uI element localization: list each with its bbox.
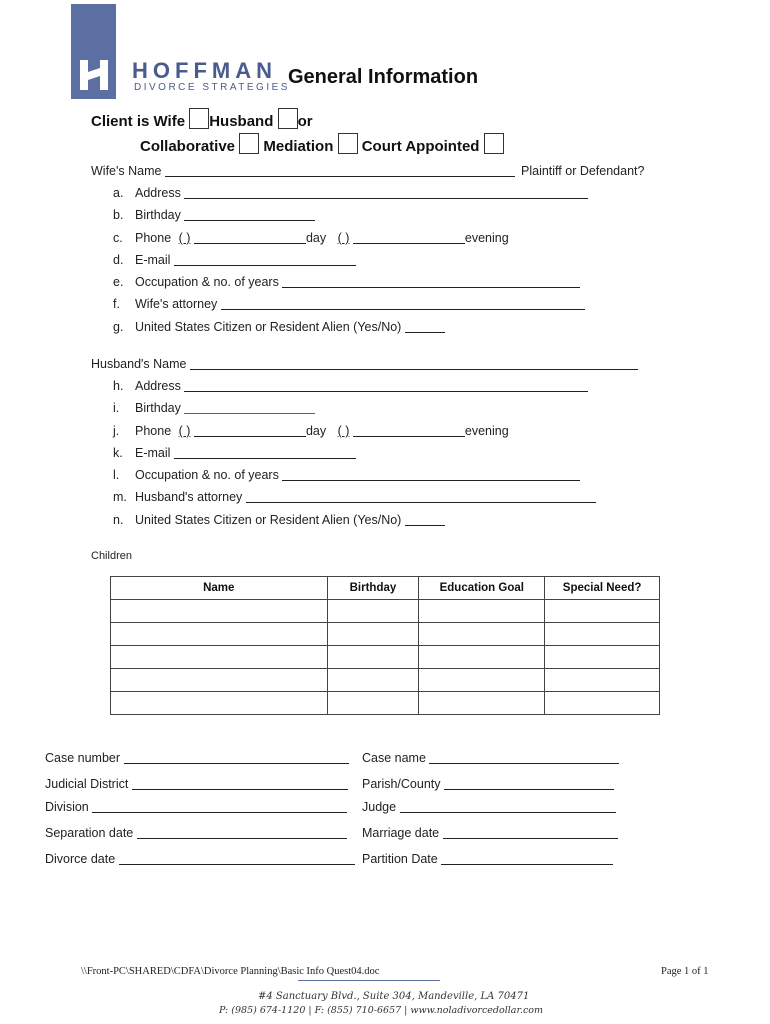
item-letter: j. (113, 424, 120, 438)
table-row (111, 623, 660, 646)
husband-address-field[interactable] (184, 379, 588, 392)
child-education-cell[interactable] (419, 669, 545, 692)
collaborative-checkbox[interactable] (239, 133, 259, 154)
court-appointed-checkbox[interactable] (484, 133, 504, 154)
wife-attorney-field[interactable] (221, 297, 585, 310)
child-education-cell[interactable] (419, 600, 545, 623)
husband-phone-row (113, 424, 509, 438)
evening-label: evening (464, 231, 509, 245)
wife-day-phone-field[interactable] (194, 231, 306, 244)
child-special-need-cell[interactable] (545, 669, 660, 692)
husband-citizen-row (113, 513, 445, 527)
wife-occupation-row (113, 275, 580, 289)
case-name-label: Case name (362, 751, 426, 765)
husband-citizen-field[interactable] (405, 513, 445, 526)
husband-label: Husband (209, 113, 274, 130)
column-header-education-goal: Education Goal (419, 577, 545, 600)
citizen-label: United States Citizen or Resident Alien (Yes/No) (135, 513, 402, 527)
citizen-label: United States Citizen or Resident Alien (Yes/No) (135, 320, 402, 334)
client-wife-label: Client is Wife (91, 113, 186, 130)
child-name-cell[interactable] (111, 692, 328, 715)
logo-name: HOFFMAN (132, 58, 277, 83)
child-name-cell[interactable] (111, 669, 328, 692)
partition-date-row (362, 852, 613, 866)
judicial-district-label: Judicial District (45, 777, 129, 791)
or-label: or (297, 113, 313, 130)
evening-area-code[interactable]: ( ) (337, 424, 350, 438)
item-letter: c. (113, 231, 123, 245)
address-label: Address (135, 379, 181, 393)
divorce-date-row (45, 852, 355, 866)
logo-tagline: DIVORCE STRATEGIES (134, 82, 290, 93)
husband-checkbox[interactable] (278, 108, 298, 129)
husband-attorney-row (113, 490, 596, 504)
husband-name-row (91, 357, 638, 371)
husband-name-label: Husband's Name (91, 357, 187, 371)
judge-label: Judge (362, 800, 397, 814)
divorce-date-field[interactable] (119, 852, 355, 865)
child-education-cell[interactable] (419, 692, 545, 715)
child-name-cell[interactable] (111, 600, 328, 623)
logo-h-icon (78, 58, 110, 92)
husband-birthday-field[interactable] (184, 401, 315, 414)
item-letter: a. (113, 186, 124, 200)
parish-county-row (362, 777, 614, 791)
division-row (45, 800, 347, 814)
wife-checkbox[interactable] (189, 108, 209, 129)
wife-occupation-field[interactable] (282, 275, 580, 288)
item-letter: h. (113, 379, 124, 393)
husband-email-row (113, 446, 356, 460)
child-birthday-cell[interactable] (327, 600, 419, 623)
child-birthday-cell[interactable] (327, 623, 419, 646)
footer-divider (298, 980, 440, 981)
page-title: General Information (288, 66, 479, 88)
child-name-cell[interactable] (111, 646, 328, 669)
husband-birthday-row (113, 401, 315, 415)
office-address: #4 Sanctuary Blvd., Suite 304, Mandeville, LA 70471 (258, 991, 530, 1002)
item-letter: b. (113, 208, 124, 222)
wife-attorney-row (113, 297, 585, 311)
partition-date-field[interactable] (441, 852, 613, 865)
wife-phone-row (113, 231, 509, 245)
child-birthday-cell[interactable] (327, 646, 419, 669)
evening-label: evening (464, 424, 509, 438)
judge-row (362, 800, 616, 814)
child-special-need-cell[interactable] (545, 692, 660, 715)
separation-date-field[interactable] (137, 826, 347, 839)
case-name-field[interactable] (429, 751, 619, 764)
mediation-label: Mediation (263, 138, 334, 155)
file-path: \\Front-PC\SHARED\CDFA\Divorce Planning\Basic Info Quest04.doc (81, 966, 380, 977)
child-special-need-cell[interactable] (545, 600, 660, 623)
case-number-field[interactable] (124, 751, 349, 764)
item-letter: e. (113, 275, 124, 289)
child-birthday-cell[interactable] (327, 669, 419, 692)
wife-address-field[interactable] (184, 186, 588, 199)
husband-attorney-field[interactable] (246, 490, 596, 503)
judicial-district-row (45, 777, 348, 791)
item-letter: i. (113, 401, 120, 415)
judicial-district-field[interactable] (132, 777, 348, 790)
day-area-code[interactable]: ( ) (178, 231, 191, 245)
divorce-date-label: Divorce date (45, 852, 116, 866)
evening-area-code[interactable]: ( ) (337, 231, 350, 245)
wife-email-row (113, 253, 356, 267)
day-area-code[interactable]: ( ) (178, 424, 191, 438)
partition-date-label: Partition Date (362, 852, 438, 866)
plaintiff-defendant-label: Plaintiff or Defendant? (521, 164, 645, 178)
table-row (111, 692, 660, 715)
birthday-label: Birthday (135, 401, 181, 415)
husband-email-field[interactable] (174, 446, 356, 459)
husband-name-field[interactable] (190, 357, 638, 370)
parish-county-field[interactable] (444, 777, 614, 790)
wife-name-field[interactable] (165, 164, 515, 177)
case-number-row (45, 751, 349, 765)
client-is-row (91, 108, 313, 130)
occupation-label: Occupation & no. of years (135, 468, 279, 482)
item-letter: m. (113, 490, 127, 504)
table-row (111, 600, 660, 623)
item-letter: l. (113, 468, 120, 482)
item-letter: n. (113, 513, 124, 527)
division-label: Division (45, 800, 89, 814)
wife-citizen-row (113, 320, 445, 334)
address-label: Address (135, 186, 181, 200)
wife-name-row (91, 164, 515, 178)
wife-birthday-field[interactable] (184, 208, 315, 221)
email-label: E-mail (135, 253, 171, 267)
child-special-need-cell[interactable] (545, 646, 660, 669)
wife-name-label: Wife's Name (91, 164, 162, 178)
item-letter: d. (113, 253, 124, 267)
day-label: day (305, 424, 327, 438)
separation-date-label: Separation date (45, 826, 134, 840)
mediation-checkbox[interactable] (338, 133, 358, 154)
husband-attorney-label: Husband's attorney (135, 490, 243, 504)
wife-address-row (113, 186, 588, 200)
separation-date-row (45, 826, 347, 840)
collaborative-label: Collaborative (140, 138, 236, 155)
item-letter: k. (113, 446, 123, 460)
wife-attorney-label: Wife's attorney (135, 297, 218, 311)
table-header-row (111, 577, 660, 600)
child-name-cell[interactable] (111, 623, 328, 646)
husband-address-row (113, 379, 588, 393)
column-header-birthday: Birthday (327, 577, 419, 600)
birthday-label: Birthday (135, 208, 181, 222)
day-label: day (305, 231, 327, 245)
column-header-special-need: Special Need? (545, 577, 660, 600)
husband-day-phone-field[interactable] (194, 424, 306, 437)
case-name-row (362, 751, 619, 765)
page-number: Page 1 of 1 (661, 966, 709, 977)
marriage-date-label: Marriage date (362, 826, 440, 840)
item-letter: g. (113, 320, 124, 334)
email-label: E-mail (135, 446, 171, 460)
children-label: Children (91, 550, 132, 562)
occupation-label: Occupation & no. of years (135, 275, 279, 289)
case-number-label: Case number (45, 751, 121, 765)
wife-email-field[interactable] (174, 253, 356, 266)
child-education-cell[interactable] (419, 646, 545, 669)
phone-label: Phone (135, 231, 172, 245)
table-row (111, 669, 660, 692)
column-header-name: Name (111, 577, 328, 600)
table-row (111, 646, 660, 669)
child-birthday-cell[interactable] (327, 692, 419, 715)
division-field[interactable] (92, 800, 347, 813)
child-special-need-cell[interactable] (545, 623, 660, 646)
parish-county-label: Parish/County (362, 777, 441, 791)
case-type-row (140, 133, 504, 155)
court-appointed-label: Court Appointed (361, 138, 480, 155)
item-letter: f. (113, 297, 120, 311)
husband-evening-phone-field[interactable] (353, 424, 465, 437)
office-contact: P: (985) 674-1120 | F: (855) 710-6657 | www.noladivorcedollar.com (219, 1005, 544, 1016)
husband-occupation-field[interactable] (282, 468, 580, 481)
wife-birthday-row (113, 208, 315, 222)
wife-citizen-field[interactable] (405, 320, 445, 333)
wife-evening-phone-field[interactable] (353, 231, 465, 244)
marriage-date-field[interactable] (443, 826, 618, 839)
child-education-cell[interactable] (419, 623, 545, 646)
phone-label: Phone (135, 424, 172, 438)
children-table (110, 576, 660, 715)
judge-field[interactable] (400, 800, 616, 813)
husband-occupation-row (113, 468, 580, 482)
marriage-date-row (362, 826, 618, 840)
